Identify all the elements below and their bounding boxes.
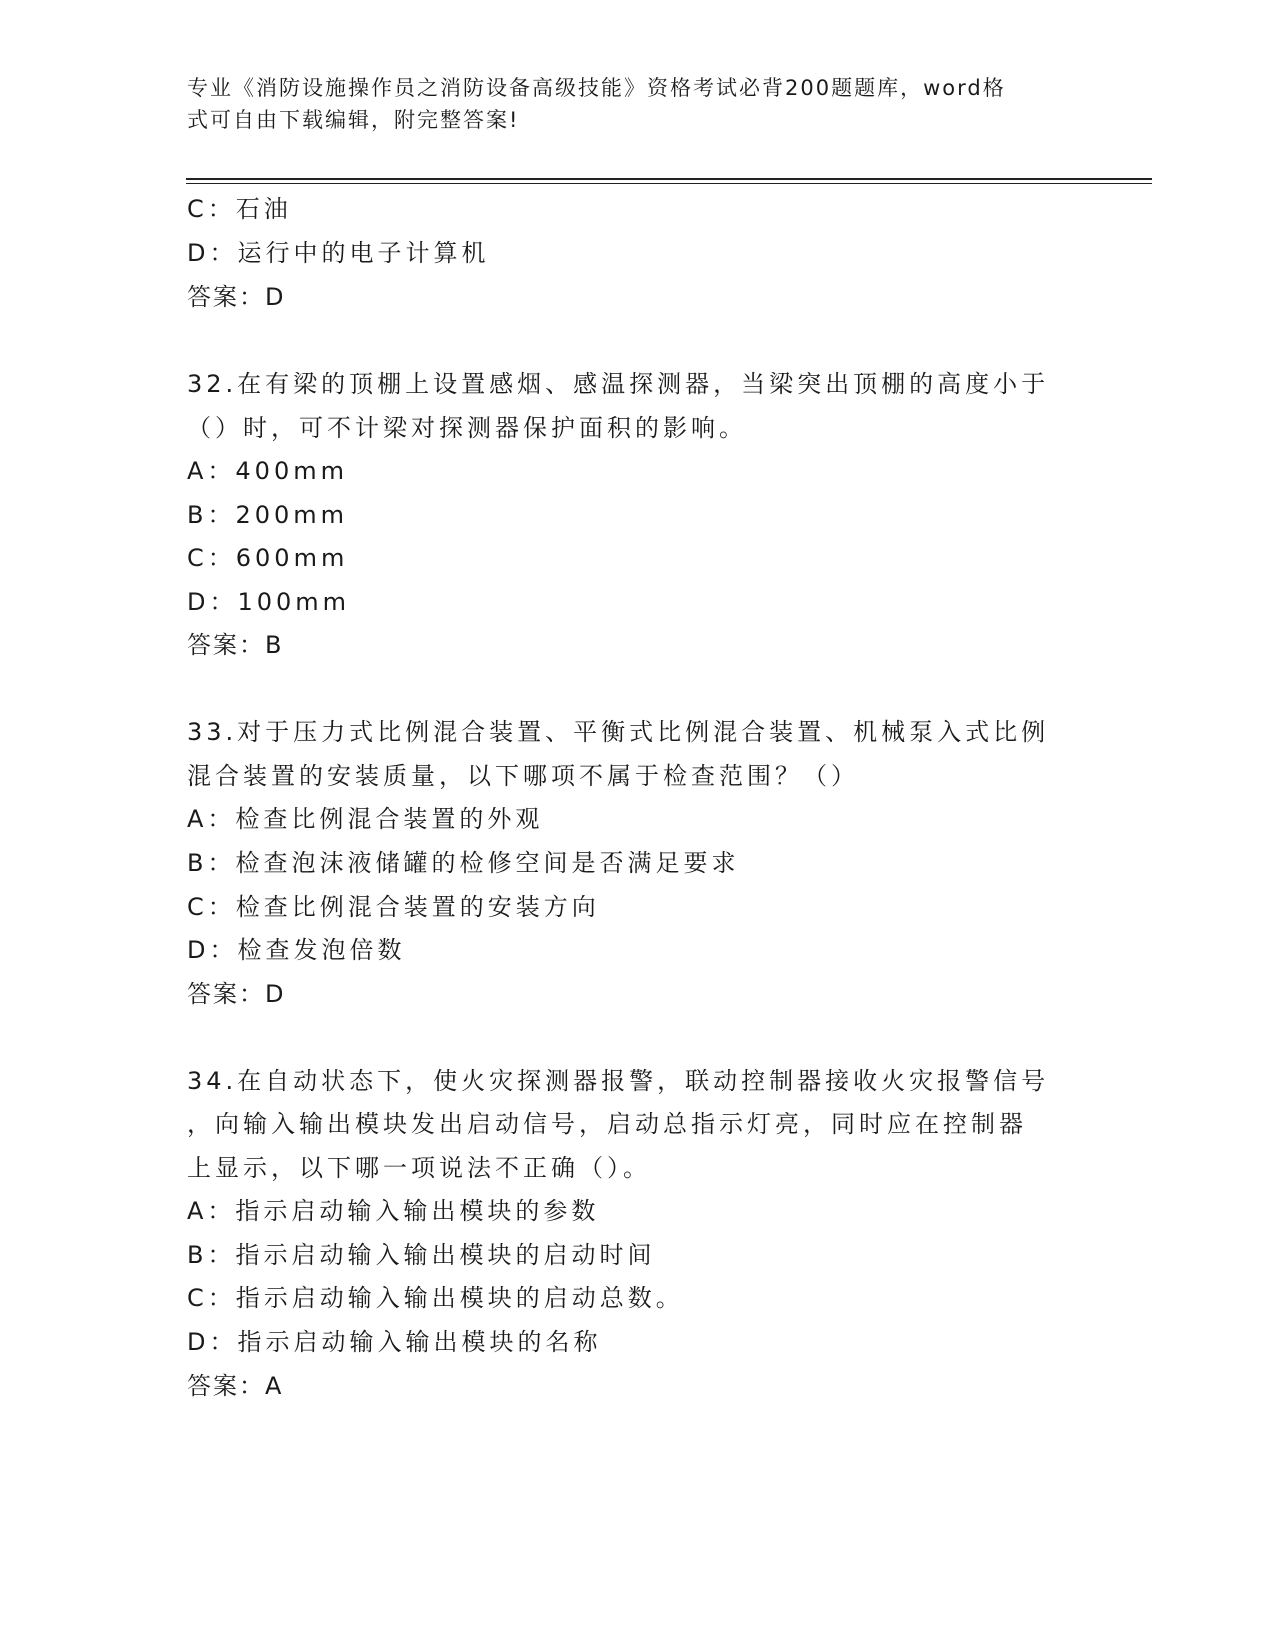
- header-rule-thin: [186, 183, 1152, 184]
- q33-stem-line-2: 混合装置的安装质量，以下哪项不属于检查范围？（）: [187, 762, 859, 790]
- q34-option-d: D：指示启动输入输出模块的名称: [187, 1328, 602, 1356]
- q33-option-b: B：检查泡沫液储罐的检修空间是否满足要求: [187, 849, 740, 877]
- q31-option-c: C：石油: [187, 195, 292, 223]
- document-header: [187, 72, 1067, 136]
- header-rule-thick: [186, 178, 1152, 180]
- q33-option-c: C：检查比例混合装置的安装方向: [187, 893, 600, 921]
- header-line-2: 式可自由下载编辑，附完整答案!: [187, 108, 520, 132]
- q32-option-b: B：200mm: [187, 501, 349, 529]
- q32-stem-line-2: （）时，可不计梁对探测器保护面积的影响。: [187, 414, 747, 442]
- q32-answer: 答案：B: [187, 631, 284, 659]
- q33-answer: 答案：D: [187, 980, 286, 1008]
- q34-stem-line-2: ，向输入输出模块发出启动信号，启动总指示灯亮，同时应在控制器: [187, 1110, 1027, 1138]
- q34-option-b: B：指示启动输入输出模块的启动时间: [187, 1241, 656, 1269]
- q33-option-a: A：检查比例混合装置的外观: [187, 805, 544, 833]
- q33-option-d: D：检查发泡倍数: [187, 936, 406, 964]
- q32-option-c: C：600mm: [187, 544, 349, 572]
- q33-stem-line-1: 33.对于压力式比例混合装置、平衡式比例混合装置、机械泵入式比例: [187, 718, 1050, 746]
- q32-option-d: D：100mm: [187, 588, 351, 616]
- q31-answer: 答案：D: [187, 283, 286, 311]
- header-line-1: 专业《消防设施操作员之消防设备高级技能》资格考试必背200题题库，word格: [187, 76, 1006, 100]
- q34-answer: 答案：A: [187, 1372, 284, 1400]
- q34-option-a: A：指示启动输入输出模块的参数: [187, 1197, 600, 1225]
- q32-stem-line-1: 32.在有梁的顶棚上设置感烟、感温探测器，当梁突出顶棚的高度小于: [187, 370, 1050, 398]
- q31-option-d: D：运行中的电子计算机: [187, 239, 490, 267]
- q34-stem-line-1: 34.在自动状态下，使火灾探测器报警，联动控制器接收火灾报警信号: [187, 1067, 1050, 1095]
- q34-option-c: C：指示启动输入输出模块的启动总数。: [187, 1284, 684, 1312]
- q32-option-a: A：400mm: [187, 457, 348, 485]
- q34-stem-line-3: 上显示，以下哪一项说法不正确（）。: [187, 1154, 651, 1182]
